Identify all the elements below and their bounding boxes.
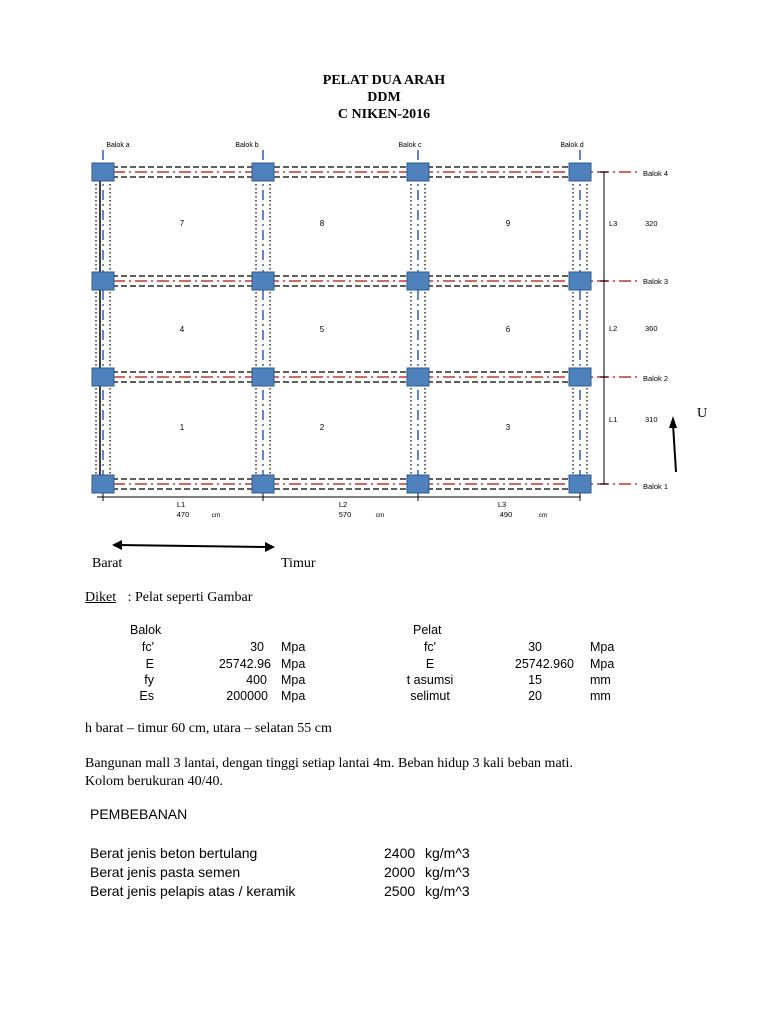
loading-item-unit: kg/m^3 — [425, 845, 470, 861]
panel-number: 7 — [179, 219, 185, 228]
column-square — [252, 163, 274, 181]
balok-prop-name: fc' — [141, 640, 154, 654]
loading-item-value: 2500 — [384, 883, 416, 899]
column-square — [569, 475, 591, 493]
panel-number: 4 — [179, 325, 185, 334]
loading-item-name: Berat jenis pasta semen — [90, 864, 241, 880]
pelat-prop-name: fc' — [423, 640, 437, 654]
panel-number: 9 — [505, 219, 511, 228]
loading-item-value: 2400 — [384, 845, 416, 861]
panel-number: 5 — [319, 325, 325, 334]
beam-height-note: h barat – timur 60 cm, utara – selatan 55 cm — [85, 721, 332, 736]
balok-prop-unit: Mpa — [281, 640, 306, 654]
balok-prop-name: Es — [139, 689, 154, 703]
title-line-2: DDM — [367, 90, 401, 105]
span-label: L2 — [338, 500, 348, 509]
span-label: L1 — [176, 500, 186, 509]
span-value: 470 — [176, 510, 190, 519]
column-square — [252, 475, 274, 493]
loading-item-value: 2000 — [384, 864, 416, 880]
building-note-line-2: Kolom berukuran 40/40. — [85, 774, 224, 789]
span-unit: cm — [538, 512, 548, 519]
balok-prop-unit: Mpa — [281, 673, 306, 687]
balok-prop-value: 200000 — [226, 689, 268, 703]
span-label: L2 — [609, 324, 618, 333]
given-label: Diket — [85, 590, 117, 605]
west-arrowhead-icon — [112, 540, 122, 550]
east-arrowhead-icon — [265, 542, 275, 552]
column-square — [569, 368, 591, 386]
loading-title: PEMBEBANAN — [90, 806, 188, 822]
pelat-prop-value: 30 — [528, 640, 542, 654]
east-label: Timur — [281, 556, 316, 571]
balok-prop-unit: Mpa — [281, 657, 306, 671]
balok-prop-unit: Mpa — [281, 689, 306, 703]
span-value: 320 — [645, 219, 658, 228]
loading-item-name: Berat jenis beton bertulang — [90, 845, 258, 861]
beam-label-d: Balok d — [560, 142, 584, 149]
loading-item-unit: kg/m^3 — [425, 883, 470, 899]
pelat-prop-unit: Mpa — [590, 657, 615, 671]
loading-item-name: Berat jenis pelapis atas / keramik — [90, 883, 296, 899]
loading-item-unit: kg/m^3 — [425, 864, 470, 880]
pelat-prop-name: selimut — [410, 689, 450, 703]
beam-label-c: Balok c — [398, 142, 422, 149]
balok-prop-name: fy — [144, 673, 154, 687]
beam-label-a: Balok a — [106, 142, 130, 149]
span-unit: cm — [375, 512, 385, 519]
pelat-prop-unit: mm — [590, 673, 611, 687]
column-square — [92, 368, 114, 386]
column-square — [92, 475, 114, 493]
span-value: 490 — [499, 510, 513, 519]
column-square — [569, 272, 591, 290]
title-line-3: C NIKEN-2016 — [337, 107, 431, 122]
balok-prop-value: 25742.96 — [218, 657, 271, 671]
pelat-prop-value: 15 — [528, 673, 542, 687]
balok-prop-value: 400 — [246, 673, 267, 687]
balok-prop-name: E — [145, 657, 154, 671]
span-unit: cm — [211, 512, 221, 519]
panel-number: 2 — [319, 423, 325, 432]
beam-label-b: Balok b — [235, 142, 259, 149]
north-arrowhead-icon — [669, 416, 677, 428]
north-arrow-icon — [673, 424, 676, 472]
panel-number: 3 — [505, 423, 511, 432]
balok-header: Balok — [130, 623, 162, 637]
panel-number: 6 — [505, 325, 511, 334]
span-label: L3 — [609, 219, 618, 228]
column-square — [407, 475, 429, 493]
column-square — [407, 368, 429, 386]
given-text: : Pelat seperti Gambar — [127, 590, 253, 605]
balok-prop-value: 30 — [250, 640, 264, 654]
beam-label-4: Balok 4 — [643, 169, 669, 178]
pelat-prop-unit: Mpa — [590, 640, 615, 654]
span-label: L1 — [609, 415, 618, 424]
column-square — [92, 272, 114, 290]
west-east-arrow-icon — [120, 545, 266, 547]
west-label: Barat — [92, 556, 123, 571]
span-label: L3 — [497, 500, 507, 509]
span-value: 310 — [645, 415, 658, 424]
column-square — [92, 163, 114, 181]
north-label: U — [697, 406, 708, 421]
beam-label-3: Balok 3 — [643, 277, 669, 286]
beam-label-2: Balok 2 — [643, 374, 669, 383]
column-square — [407, 272, 429, 290]
pelat-prop-name: t asumsi — [406, 673, 454, 687]
column-square — [252, 272, 274, 290]
pelat-prop-unit: mm — [590, 689, 611, 703]
span-value: 360 — [645, 324, 658, 333]
panel-number: 8 — [319, 219, 325, 228]
column-square — [252, 368, 274, 386]
title-line-1: PELAT DUA ARAH — [322, 73, 446, 88]
pelat-prop-name: E — [425, 657, 435, 671]
column-square — [569, 163, 591, 181]
beam-label-1: Balok 1 — [643, 482, 669, 491]
panel-number: 1 — [179, 423, 185, 432]
pelat-prop-value: 20 — [528, 689, 542, 703]
given-line — [85, 589, 252, 607]
span-value: 570 — [338, 510, 352, 519]
pelat-prop-value: 25742.960 — [514, 657, 574, 671]
pelat-header: Pelat — [413, 623, 442, 637]
column-square — [407, 163, 429, 181]
building-note-line-1: Bangunan mall 3 lantai, dengan tinggi setiap lantai 4m. Beban hidup 3 kali beban mati. — [85, 756, 573, 771]
